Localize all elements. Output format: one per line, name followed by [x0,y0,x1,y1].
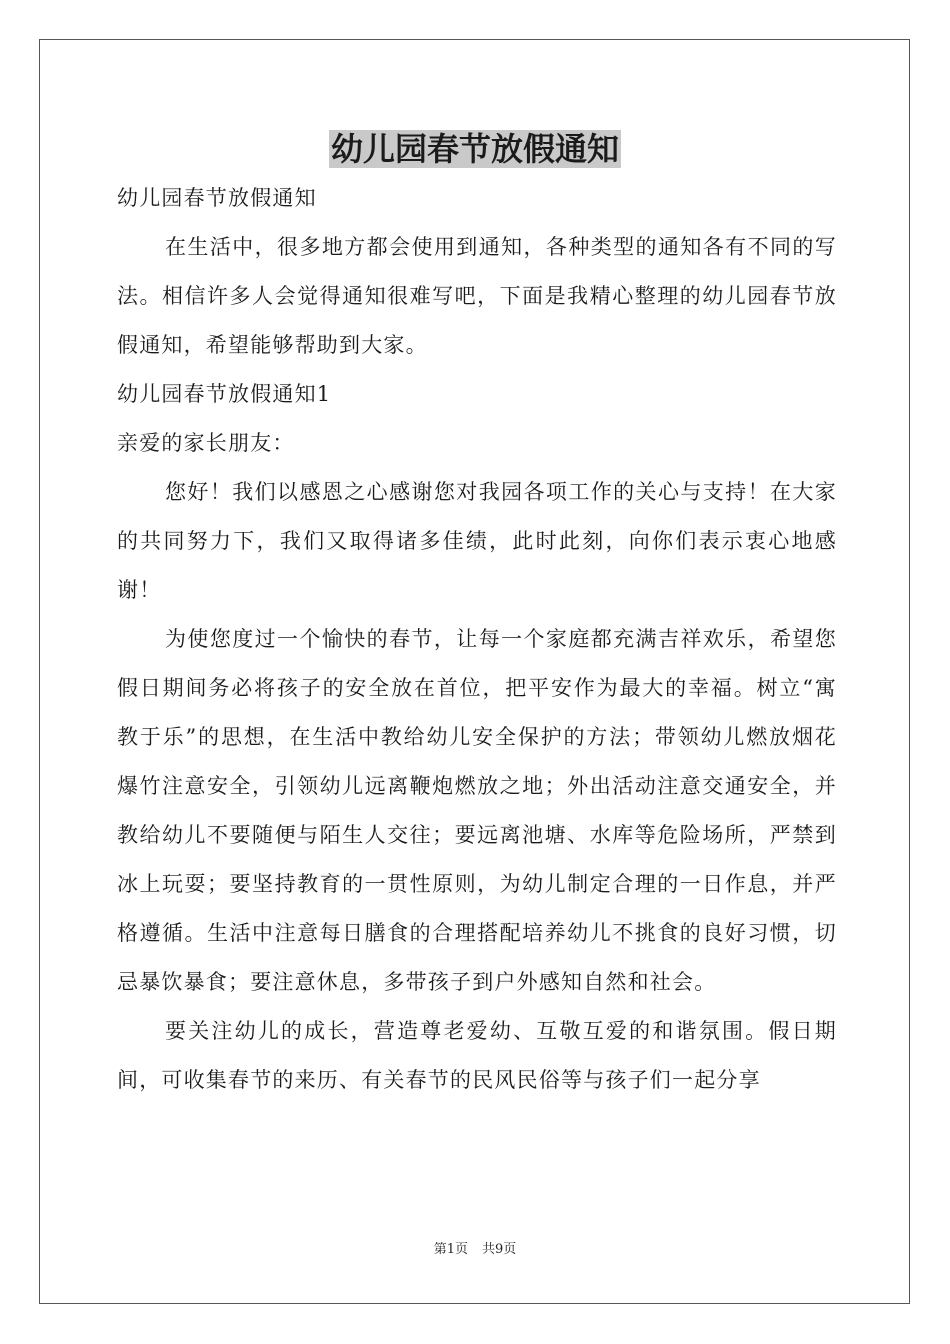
page-number-total: 共9页 [482,1242,517,1257]
page-number-current: 第1页 [433,1242,468,1257]
intro-paragraph: 在生活中，很多地方都会使用到通知，各种类型的通知各有不同的写法。相信许多人会觉得通知很难写吧，下面是我精心整理的幼儿园春节放假通知，希望能够帮助到大家。 [117,235,837,357]
section-title: 幼儿园春节放假通知1 [117,382,332,406]
body-paragraph-1: 您好！我们以感恩之心感谢您对我园各项工作的关心与支持！在大家的共同努力下，我们又取得诸多佳绩，此时此刻，向你们表示衷心地感谢！ [117,480,837,602]
body-paragraph-2: 为使您度过一个愉快的春节，让每一个家庭都充满吉祥欢乐，希望您假日期间务必将孩子的安全放在首位，把平安作为最大的幸福。树立“寓教于乐”的思想，在生活中教给幼儿安全保护的方法；带领幼儿燃放烟花爆竹注意安全，引领幼儿远离鞭炮燃放之地；外出活动注意交通安全，并教给幼儿不要随便与陌生人交往；要远离池塘、水库等危险场所，严禁到冰上玩耍；要坚持教育的一贯性原则，为幼儿制定合理的一日作息，并严格遵循。生活中注意每日膳食的合理搭配培养幼儿不挑食的良好习惯，切忌暴饮暴食；要注意休息，多带孩子到户外感知自然和社会。 [117,627,837,994]
document-body [117,174,837,1105]
heading-line: 幼儿园春节放假通知 [117,186,317,210]
salutation: 亲爱的家长朋友： [117,431,295,455]
document-title-text: 幼儿园春节放假通知 [330,130,619,168]
document-title [0,124,950,174]
body-paragraph-3: 要关注幼儿的成长，营造尊老爱幼、互敬互爱的和谐氛围。假日期间，可收集春节的来历、有关春节的民风民俗等与孩子们一起分享 [117,1019,837,1092]
page-footer [0,1240,950,1260]
